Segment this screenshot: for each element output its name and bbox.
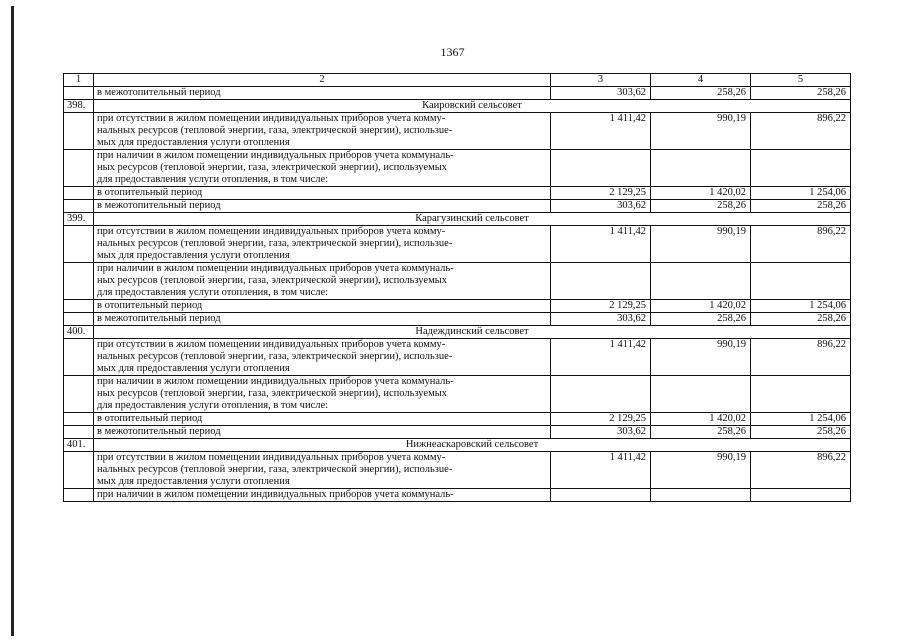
value-cell: 1 420,02 — [651, 187, 751, 200]
value-cell: 303,62 — [551, 200, 651, 213]
row-description-cell — [94, 452, 551, 489]
section-title: Каировский сельсовет — [94, 100, 851, 113]
value-cell: 303,62 — [551, 87, 651, 100]
section-title: Нижнеаскаровский сельсовет — [94, 439, 851, 452]
page-edge-bar — [11, 6, 14, 636]
description-line: при наличии в жилом помещении индивидуальных приборов учета коммуналь- — [97, 150, 454, 161]
value-cell — [651, 376, 751, 413]
description-line: при отсутствии в жилом помещении индивидуальных приборов учета комму- — [97, 113, 446, 124]
table-row — [64, 187, 851, 200]
row-number-cell — [64, 87, 94, 100]
table-row — [64, 87, 851, 100]
description-line: для предоставления услуги отопления, в том числе: — [97, 174, 329, 185]
value-cell — [651, 263, 751, 300]
table-row — [64, 263, 851, 300]
value-cell: 1 411,42 — [551, 452, 651, 489]
section-title: Карагузинский сельсовет — [94, 213, 851, 226]
section-title-row — [64, 439, 851, 452]
row-number-cell — [64, 226, 94, 263]
value-cell: 1 411,42 — [551, 113, 651, 150]
description-line: для предоставления услуги отопления, в том числе: — [97, 287, 329, 298]
table-row — [64, 452, 851, 489]
row-number-cell — [64, 150, 94, 187]
value-cell: 258,26 — [751, 200, 851, 213]
row-number-cell — [64, 376, 94, 413]
row-label-cell: в межотопительный период — [94, 426, 551, 439]
value-cell: 990,19 — [651, 226, 751, 263]
value-cell: 896,22 — [751, 452, 851, 489]
value-cell: 896,22 — [751, 113, 851, 150]
row-label-cell: в отопительный период — [94, 187, 551, 200]
value-cell: 258,26 — [651, 426, 751, 439]
row-number-cell — [64, 413, 94, 426]
description-line: нальных ресурсов (тепловой энергии, газа, электрической энергии), использue- — [97, 125, 453, 136]
row-description-cell — [94, 113, 551, 150]
table-row — [64, 413, 851, 426]
value-cell — [551, 489, 651, 502]
row-number-cell — [64, 426, 94, 439]
row-number-cell — [64, 200, 94, 213]
description-line: при отсутствии в жилом помещении индивидуальных приборов учета комму- — [97, 226, 446, 237]
row-number-cell — [64, 187, 94, 200]
row-label-cell: в межотопительный период — [94, 313, 551, 326]
value-cell — [551, 150, 651, 187]
value-cell: 2 129,25 — [551, 187, 651, 200]
table-row — [64, 339, 851, 376]
table-row — [64, 376, 851, 413]
description-line: ных ресурсов (тепловой энергии, газа, электрической энергии), используемых — [97, 388, 448, 399]
column-header-5: 5 — [751, 74, 851, 87]
value-cell: 990,19 — [651, 452, 751, 489]
table-row — [64, 300, 851, 313]
value-cell: 258,26 — [751, 87, 851, 100]
section-number: 398. — [64, 100, 94, 113]
table-row — [64, 226, 851, 263]
row-number-cell — [64, 263, 94, 300]
value-cell: 990,19 — [651, 113, 751, 150]
table-row — [64, 113, 851, 150]
description-line: мых для предоставления услуги отопления — [97, 137, 290, 148]
tariff-table — [63, 73, 851, 502]
description-line: нальных ресурсов (тепловой энергии, газа, электрической энергии), использue- — [97, 464, 453, 475]
row-label-cell: в межотопительный период — [94, 87, 551, 100]
row-number-cell — [64, 489, 94, 502]
value-cell — [751, 150, 851, 187]
value-cell: 990,19 — [651, 339, 751, 376]
row-description-cell — [94, 226, 551, 263]
sections-body — [64, 100, 851, 502]
section-number: 401. — [64, 439, 94, 452]
description-line: при наличии в жилом помещении индивидуальных приборов учета коммуналь- — [97, 376, 454, 387]
page-number: 1367 — [440, 45, 465, 59]
value-cell: 258,26 — [651, 313, 751, 326]
value-cell: 258,26 — [651, 200, 751, 213]
value-cell — [751, 376, 851, 413]
description-line: нальных ресурсов (тепловой энергии, газа, электрической энергии), использue- — [97, 351, 453, 362]
description-line: мых для предоставления услуги отопления — [97, 250, 290, 261]
row-description-cell: при наличии в жилом помещении индивидуальных приборов учета коммуналь- — [94, 489, 551, 502]
section-title-row — [64, 213, 851, 226]
value-cell: 303,62 — [551, 426, 651, 439]
section-title-row — [64, 326, 851, 339]
row-description-cell — [94, 376, 551, 413]
value-cell: 2 129,25 — [551, 413, 651, 426]
value-cell: 896,22 — [751, 226, 851, 263]
value-cell — [551, 263, 651, 300]
value-cell — [651, 150, 751, 187]
value-cell: 1 411,42 — [551, 226, 651, 263]
table-row — [64, 313, 851, 326]
row-number-cell — [64, 300, 94, 313]
table-row — [64, 200, 851, 213]
value-cell: 258,26 — [651, 87, 751, 100]
value-cell: 1 420,02 — [651, 413, 751, 426]
value-cell: 1 254,06 — [751, 300, 851, 313]
section-number: 399. — [64, 213, 94, 226]
value-cell: 2 129,25 — [551, 300, 651, 313]
section-number: 400. — [64, 326, 94, 339]
row-number-cell — [64, 452, 94, 489]
row-number-cell — [64, 313, 94, 326]
value-cell: 896,22 — [751, 339, 851, 376]
value-cell: 303,62 — [551, 313, 651, 326]
column-header-2: 2 — [94, 74, 551, 87]
table-row — [64, 150, 851, 187]
row-label-cell: в межотопительный период — [94, 200, 551, 213]
row-description-cell — [94, 263, 551, 300]
value-cell — [651, 489, 751, 502]
row-description-cell — [94, 339, 551, 376]
description-line: мых для предоставления услуги отопления — [97, 363, 290, 374]
value-cell: 1 411,42 — [551, 339, 651, 376]
description-line: мых для предоставления услуги отопления — [97, 476, 290, 487]
description-line: нальных ресурсов (тепловой энергии, газа, электрической энергии), использue- — [97, 238, 453, 249]
description-line: ных ресурсов (тепловой энергии, газа, электрической энергии), используемых — [97, 275, 448, 286]
row-number-cell — [64, 339, 94, 376]
description-line: при наличии в жилом помещении индивидуальных приборов учета коммуналь- — [97, 263, 454, 274]
description-line: при отсутствии в жилом помещении индивидуальных приборов учета комму- — [97, 339, 446, 350]
table-row — [64, 426, 851, 439]
value-cell: 1 420,02 — [651, 300, 751, 313]
value-cell — [751, 489, 851, 502]
value-cell: 1 254,06 — [751, 187, 851, 200]
value-cell: 1 254,06 — [751, 413, 851, 426]
description-line: ных ресурсов (тепловой энергии, газа, электрической энергии), используемых — [97, 162, 448, 173]
section-title: Надеждинский сельсовет — [94, 326, 851, 339]
row-label-cell: в отопительный период — [94, 300, 551, 313]
value-cell — [751, 263, 851, 300]
description-line: при отсутствии в жилом помещении индивидуальных приборов учета комму- — [97, 452, 446, 463]
description-line: для предоставления услуги отопления, в том числе: — [97, 400, 329, 411]
section-title-row — [64, 100, 851, 113]
column-header-4: 4 — [651, 74, 751, 87]
column-header-1: 1 — [64, 74, 94, 87]
table-row — [64, 489, 851, 502]
value-cell — [551, 376, 651, 413]
row-description-cell — [94, 150, 551, 187]
row-label-cell: в отопительный период — [94, 413, 551, 426]
column-header-3: 3 — [551, 74, 651, 87]
table-header-row — [64, 74, 851, 87]
value-cell: 258,26 — [751, 426, 851, 439]
value-cell: 258,26 — [751, 313, 851, 326]
row-number-cell — [64, 113, 94, 150]
